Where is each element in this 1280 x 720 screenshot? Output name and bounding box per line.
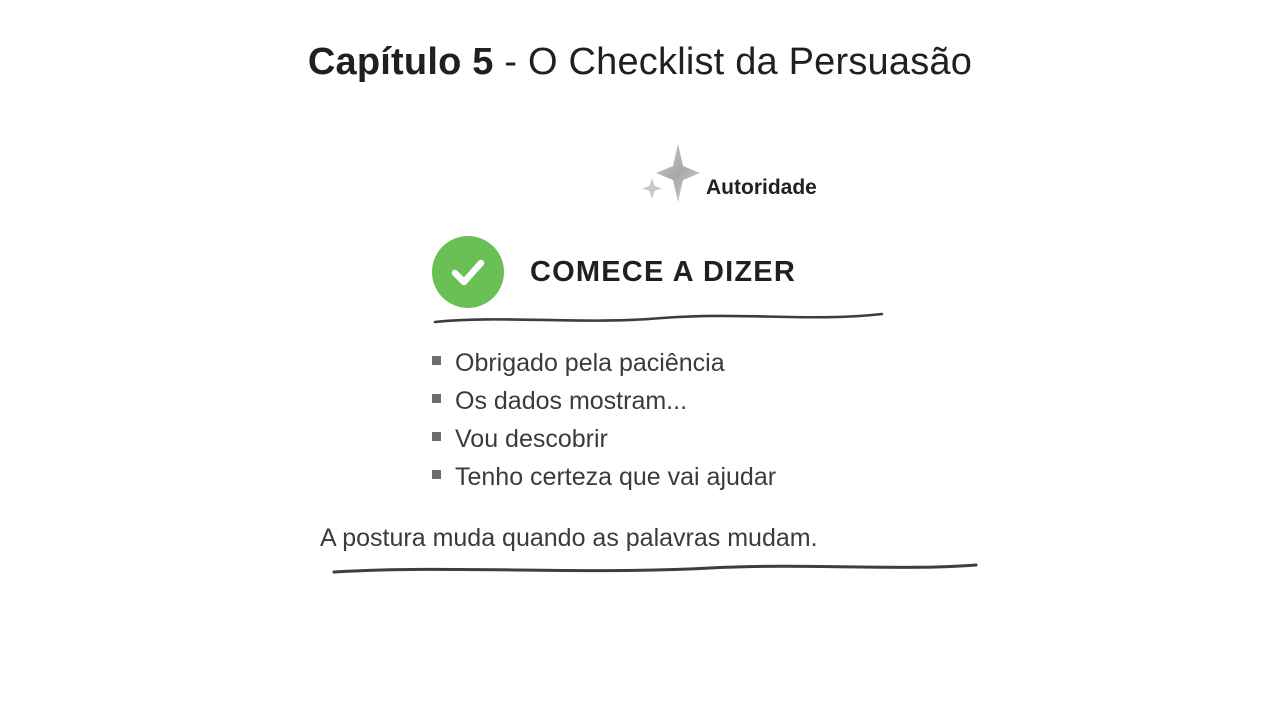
section-heading-row	[432, 236, 796, 308]
list-item	[432, 382, 776, 420]
square-bullet-icon	[432, 432, 441, 441]
bullet-list	[432, 344, 776, 496]
page-title-chapter: Capítulo 5	[307, 41, 494, 83]
page-title-rest: - O Checklist da Persuasão	[493, 41, 973, 83]
square-bullet-icon	[432, 470, 441, 479]
list-item-label: Os dados mostram...	[455, 387, 688, 415]
authority-label: Autoridade	[706, 176, 817, 199]
list-item-label: Obrigado pela paciência	[455, 349, 725, 377]
closing-text: A postura muda quando as palavras mudam.	[320, 524, 818, 552]
list-item	[432, 458, 776, 496]
divider-bottom	[330, 556, 980, 582]
authority-badge	[640, 140, 817, 208]
list-item-label: Vou descobrir	[455, 425, 608, 453]
page-title	[0, 40, 1280, 86]
check-circle-icon	[432, 236, 504, 308]
sparkle-icon	[640, 140, 702, 208]
square-bullet-icon	[432, 394, 441, 403]
section-heading: COMECE A DIZER	[530, 255, 796, 288]
square-bullet-icon	[432, 356, 441, 365]
list-item	[432, 420, 776, 458]
list-item	[432, 344, 776, 382]
list-item-label: Tenho certeza que vai ajudar	[455, 463, 777, 491]
divider-top	[432, 308, 887, 332]
